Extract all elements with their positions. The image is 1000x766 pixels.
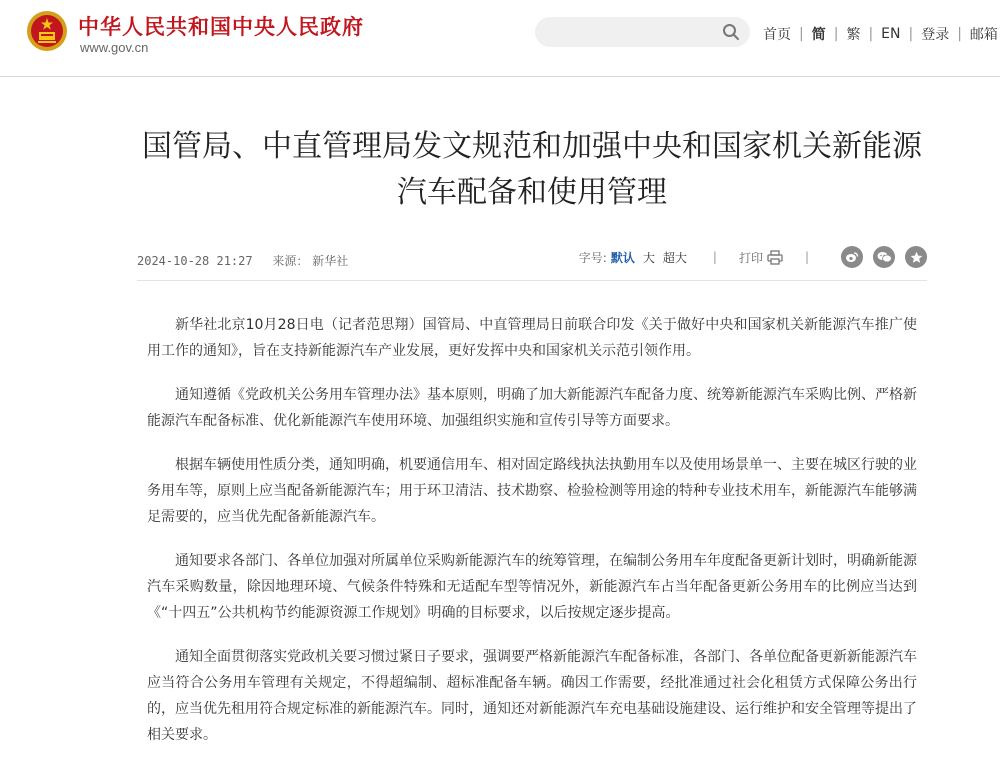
print-label: 打印 xyxy=(738,250,763,265)
article-body xyxy=(137,312,927,748)
nav-separator: | xyxy=(799,26,804,42)
search-box xyxy=(535,17,750,47)
nav-separator: | xyxy=(868,26,874,42)
font-size-large[interactable]: 大 xyxy=(642,250,655,265)
site-name[interactable]: 中华人民共和国中央人民政府 xyxy=(78,15,364,39)
site-domain: www.gov.cn xyxy=(80,40,149,55)
share-bar xyxy=(831,246,927,268)
article-paragraph: 通知要求各部门、各单位加强对所属单位采购新能源汽车的统筹管理，在编制公务用车年度配备更新计划时，明确新能源汽车采购数量，除因地理环境、气候条件特殊和无适配车型等情况外，新能源汽车占当年配备更新公务用车的比例应当达到《“十四五”公共机构节约能源资源工作规划》明确的目标要求，以后按规定逐步提高。 xyxy=(147,553,917,621)
article-meta xyxy=(137,246,927,281)
search-input[interactable] xyxy=(547,21,716,45)
article xyxy=(137,124,927,766)
nav-english[interactable]: EN xyxy=(881,26,901,42)
nav-login[interactable]: 登录 xyxy=(921,27,950,43)
publish-date: 2024-10-28 21:27 xyxy=(137,254,253,268)
font-size-default[interactable]: 默认 xyxy=(610,250,635,265)
print-button[interactable] xyxy=(739,249,783,266)
font-size-label: 字号: xyxy=(578,250,607,265)
nav-separator: | xyxy=(957,26,962,42)
nav-home[interactable]: 首页 xyxy=(763,27,791,43)
favorite-star-icon[interactable] xyxy=(905,246,927,268)
article-info xyxy=(137,252,348,269)
font-size-extra-large[interactable]: 超大 xyxy=(662,250,687,265)
top-nav xyxy=(763,24,998,44)
search-icon[interactable] xyxy=(722,23,740,41)
wechat-icon[interactable] xyxy=(873,246,895,268)
nav-separator: | xyxy=(833,26,839,42)
print-icon xyxy=(767,250,783,265)
nav-separator: | xyxy=(908,26,914,42)
tools-separator: | xyxy=(804,250,809,264)
article-paragraph: 新华社北京10月28日电（记者范思翔）国管局、中直管理局日前联合印发《关于做好中央和国家机关新能源汽车推广使用工作的通知》，旨在支持新能源汽车产业发展，更好发挥中央和国家机关示范引领作用。 xyxy=(147,317,917,359)
national-emblem-icon[interactable] xyxy=(26,10,68,52)
article-title: 国管局、中直管理局发文规范和加强中央和国家机关新能源汽车配备和使用管理 xyxy=(142,129,922,210)
nav-simplified[interactable]: 简 xyxy=(811,27,826,43)
source-name: 新华社 xyxy=(312,254,349,268)
nav-traditional[interactable]: 繁 xyxy=(846,27,861,43)
article-paragraph: 通知全面贯彻落实党政机关要习惯过紧日子要求，强调要严格新能源汽车配备标准，各部门、各单位配备更新新能源汽车应当符合公务用车管理有关规定，不得超编制、超标准配备车辆。确因工作需要，经批准通过社会化租赁方式保障公务出行的，应当优先租用符合规定标准的新能源汽车。同时，通知还对新能源汽车充电基础设施建设、运行维护和安全管理等提出了相关要求。 xyxy=(147,649,917,743)
article-paragraph: 通知遵循《党政机关公务用车管理办法》基本原则，明确了加大新能源汽车配备力度、统筹新能源汽车采购比例、严格新能源汽车配备标准、优化新能源汽车使用环境、加强组织实施和宣传引导等方面要求。 xyxy=(147,387,917,429)
source-label: 来源： xyxy=(272,254,309,268)
site-header xyxy=(0,0,1000,77)
nav-mailbox[interactable]: 邮箱 xyxy=(969,27,998,43)
article-tools xyxy=(579,246,927,268)
article-paragraph: 根据车辆使用性质分类，通知明确，机要通信用车、相对固定路线执法执勤用车以及使用场景单一、主要在城区行驶的业务用车等，原则上应当配备新能源汽车；用于环卫清洁、技术勘察、检验检测等用途的特种专业技术用车，新能源汽车能够满足需要的，应当优先配备新能源汽车。 xyxy=(147,457,917,525)
weibo-icon[interactable] xyxy=(841,246,863,268)
tools-separator: | xyxy=(712,250,717,264)
